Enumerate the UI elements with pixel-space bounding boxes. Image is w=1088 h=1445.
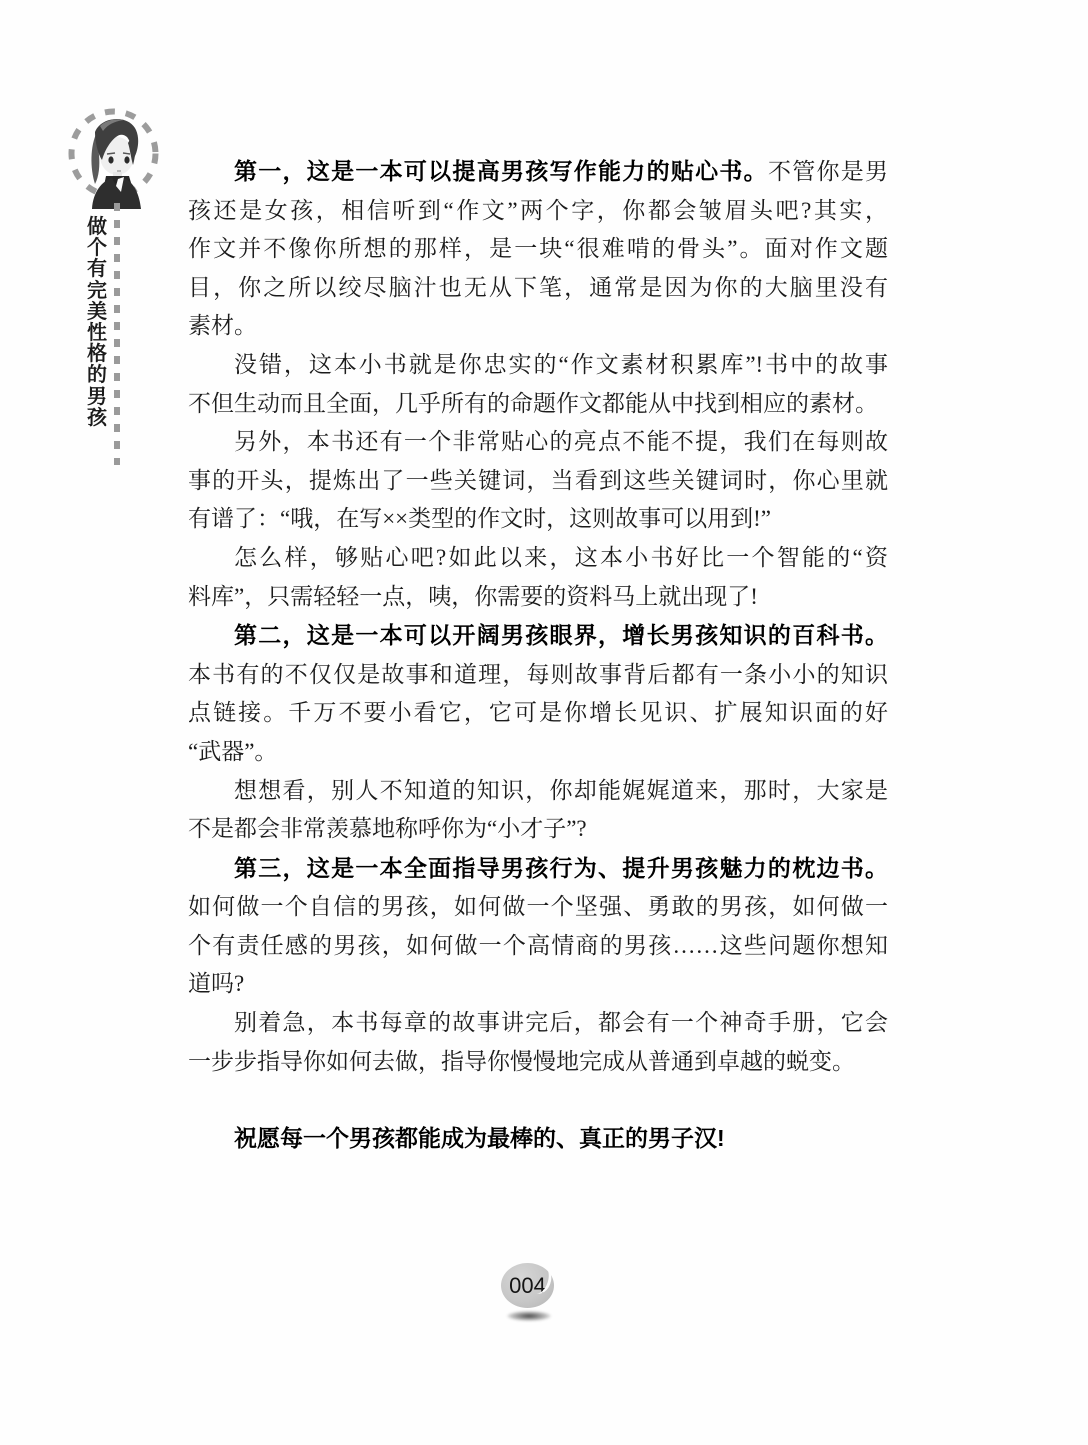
paragraph-line: 道吗? — [188, 971, 245, 997]
title-char: 有 — [87, 258, 107, 281]
paragraph-line: 不是都会非常羡慕地称呼你为“小才子”? — [188, 816, 587, 842]
badge-shadow — [507, 1311, 551, 1321]
paragraph-line: 另外，本书还有一个非常贴心的亮点不能不提，我们在每则故 — [234, 429, 888, 455]
paragraph-lead: 第二，这是一本可以开阔男孩眼界，增长男孩知识的百科书。 — [234, 622, 888, 649]
paragraph-line: “武器”。 — [188, 738, 278, 764]
title-char: 的 — [87, 364, 107, 387]
title-char: 美 — [87, 300, 107, 323]
paragraph-line: 素材。 — [188, 313, 257, 339]
paragraph-line — [188, 616, 888, 656]
paragraph-line: 目，你之所以绞尽脑汁也无从下笔，通常是因为你的大脑里没有 — [188, 274, 888, 300]
paragraph-line: 事的开头，提炼出了一些关键词，当看到这些关键词时，你心里就 — [188, 467, 888, 493]
boy-avatar-icon — [66, 106, 161, 209]
page-number-badge — [501, 1263, 554, 1308]
paragraph-line — [188, 849, 888, 889]
paragraph-line: 孩还是女孩，相信听到“作文”两个字，你都会皱眉头吧?其实， — [188, 197, 888, 223]
paragraph-line: 不但生动而且全面，几乎所有的命题作文都能从中找到相应的素材。 — [188, 390, 878, 416]
paragraph-lead: 第一，这是一本可以提高男孩写作能力的贴心书。 — [234, 158, 768, 184]
paragraph-line: 没错，这本小书就是你忠实的“作文素材积累库”!书中的故事 — [234, 351, 888, 377]
paragraph-line: 有谱了：“哦，在写××类型的作文时，这则故事可以用到!” — [188, 506, 772, 532]
paragraph-line: 个有责任感的男孩，如何做一个高情商的男孩……这些问题你想知 — [188, 932, 888, 958]
page-content — [188, 152, 888, 1158]
book-title-vertical — [80, 217, 114, 429]
paragraph-line: 一步步指导你如何去做，指导你慢慢地完成从普通到卓越的蜕变。 — [188, 1048, 855, 1074]
title-char: 个 — [87, 237, 107, 260]
paragraph-line: 作文并不像你所想的那样，是一块“很难啃的骨头”。面对作文题 — [188, 236, 888, 262]
paragraph-line: 点链接。千万不要小看它，它可是你增长见识、扩展知识面的好 — [188, 700, 888, 726]
paragraph-line: 怎么样，够贴心吧?如此以来，这本小书好比一个智能的“资 — [234, 544, 888, 570]
paragraph-text: 不管你是男 — [767, 159, 888, 184]
title-char: 孩 — [87, 406, 107, 429]
closing-wish: 祝愿每一个男孩都能成为最棒的、真正的男子汉! — [234, 1125, 725, 1152]
paragraph-line: 别着急，本书每章的故事讲完后，都会有一个神奇手册，它会 — [234, 1010, 888, 1036]
paragraph-line: 如何做一个自信的男孩，如何做一个坚强、勇敢的男孩，如何做一 — [188, 894, 888, 920]
title-char: 男 — [87, 385, 107, 408]
paragraph-line: 想想看，别人不知道的知识，你却能娓娓道来，那时，大家是 — [234, 777, 888, 803]
title-char: 格 — [87, 343, 107, 366]
dashed-vertical-divider — [114, 203, 120, 465]
paragraph-line — [188, 152, 888, 192]
title-char: 做 — [87, 216, 107, 238]
paragraph-lead: 第三，这是一本全面指导男孩行为、提升男孩魅力的枕边书。 — [234, 854, 888, 881]
title-char: 完 — [87, 279, 107, 302]
paragraph-line: 料库”，只需轻轻一点，咦，你需要的资料马上就出现了! — [188, 583, 758, 609]
avatar-frame — [66, 106, 161, 209]
title-char: 性 — [87, 322, 107, 345]
page-number: 004 — [509, 1272, 546, 1298]
paragraph-line: 本书有的不仅仅是故事和道理，每则故事背后都有一条小小的知识 — [188, 661, 888, 687]
